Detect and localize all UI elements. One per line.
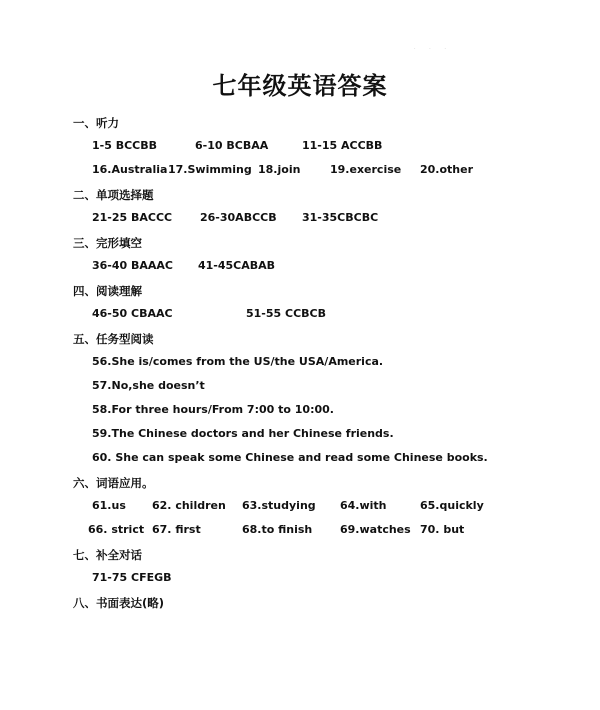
section-heading-writing: 八、书面表达(略) [73,596,165,610]
task-reading-answer: 57.No,she doesn’t [92,379,205,392]
answer-item: 70. but [420,523,465,536]
section-heading-task-reading: 五、任务型阅读 [73,332,154,346]
answer-group: 1-5 BCCBB [92,139,158,152]
answer-group: 6-10 BCBAA [195,139,269,152]
answer-group: 51-55 CCBCB [246,307,326,320]
answer-item: 65.quickly [420,499,484,512]
section-heading-single-choice: 二、单项选择题 [73,188,154,202]
answer-item: 19.exercise [330,163,402,176]
answer-item: 64.with [340,499,387,512]
section-heading-word-use: 六、词语应用。 [73,476,154,490]
task-reading-answer: 58.For three hours/From 7:00 to 10:00. [92,403,334,416]
section-heading-cloze: 三、完形填空 [73,236,142,250]
answer-item: 67. first [152,523,201,536]
section-heading-listening: 一、听力 [73,116,119,130]
dialogue-answer: 71-75 CFEGB [92,571,172,584]
corner-marks-decoration: · · · [414,46,452,52]
answer-item: 61.us [92,499,126,512]
answer-group: 46-50 CBAAC [92,307,173,320]
answer-item: 18.join [258,163,301,176]
task-reading-answer: 56.She is/comes from the US/the USA/America. [92,355,384,368]
task-reading-answer: 59.The Chinese doctors and her Chinese friends. [92,427,394,440]
answer-item: 17.Swimming [168,163,252,176]
answer-item: 69.watches [340,523,411,536]
answer-group: 11-15 ACCBB [302,139,383,152]
page-title: 七年级英语答案 [212,72,388,100]
answer-group: 26-30ABCCB [200,211,277,224]
answer-group: 41-45CABAB [198,259,276,272]
answer-item: 16.Australia [92,163,168,176]
answer-group: 36-40 BAAAC [92,259,174,272]
answer-group: 21-25 BACCC [92,211,173,224]
answer-item: 20.other [420,163,474,176]
section-heading-dialogue: 七、补全对话 [73,548,142,562]
answer-group: 31-35CBCBC [302,211,379,224]
answer-item: 63.studying [242,499,316,512]
answer-item: 68.to finish [242,523,313,536]
answer-item: 62. children [152,499,226,512]
answer-item: 66. strict [88,523,145,536]
task-reading-answer: 60. She can speak some Chinese and read some Chinese books. [92,451,488,464]
section-heading-reading: 四、阅读理解 [73,284,142,298]
